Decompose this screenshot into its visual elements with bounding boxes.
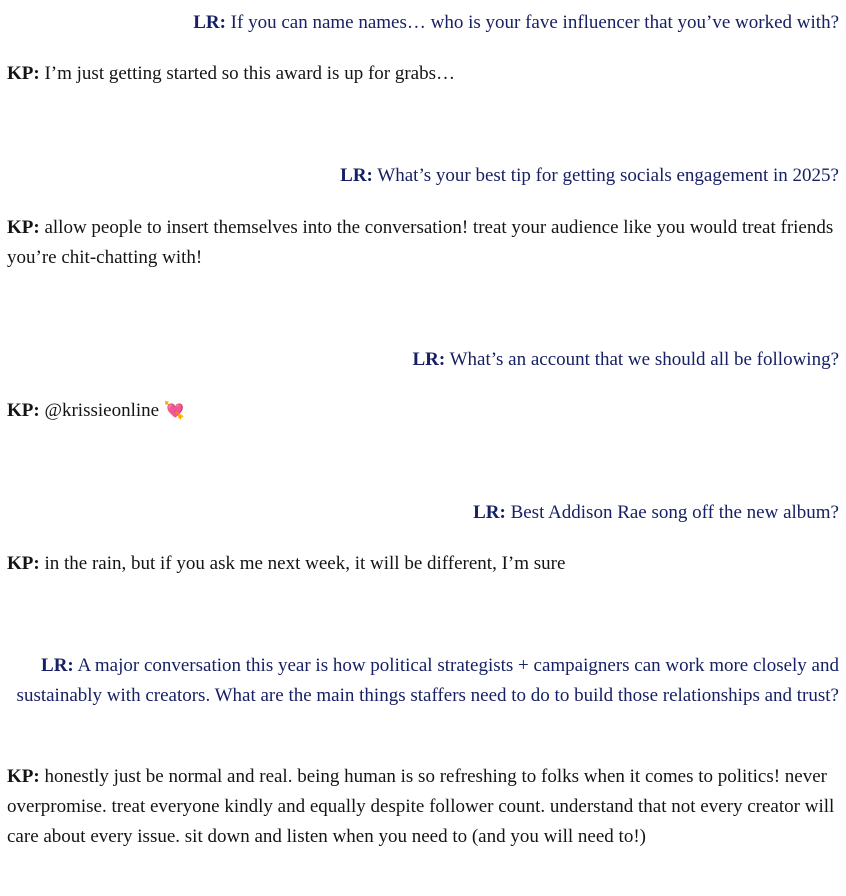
- answer-account-to-follow: [7, 396, 839, 426]
- question-influencer: [7, 8, 839, 38]
- answer-text: honestly just be normal and real. being human is so refreshing to folks when it comes to politics! never overpromise. treat everyone kindly and equally despite follower count. understand that not every creator will care about every issue. sit down and listen when you need to (and you will need to!): [7, 766, 835, 847]
- answer-influencer: [7, 59, 839, 89]
- speaker-label-lr: LR:: [41, 655, 74, 676]
- answer-text: @krissieonline: [39, 400, 164, 421]
- answer-addison-rae-song: [7, 549, 839, 579]
- speaker-label-lr: LR:: [412, 349, 446, 370]
- question-text: What’s an account that we should all be following?: [445, 349, 839, 370]
- question-text: If you can name names… who is your fave influencer that you’ve worked with?: [225, 12, 839, 33]
- question-text: Best Addison Rae song off the new album?: [505, 502, 839, 523]
- question-addison-rae-song: [7, 498, 839, 528]
- answer-political-creators: [7, 762, 839, 852]
- question-engagement-tip: [7, 161, 839, 191]
- question-text: What’s your best tip for getting socials engagement in 2025?: [372, 165, 839, 186]
- answer-text: in the rain, but if you ask me next week, it will be different, I’m sure: [39, 553, 566, 574]
- question-text: A major conversation this year is how political strategists + campaigners can work more closely and sustainably with creators. What are the main things staffers need to do to build those relationships and trust?: [16, 655, 839, 706]
- heart-with-arrow-icon: 💘: [163, 401, 185, 421]
- speaker-label-lr: LR:: [193, 12, 226, 33]
- answer-engagement-tip: [7, 213, 839, 273]
- answer-text: allow people to insert themselves into the conversation! treat your audience like you would treat friends you’re chit-chatting with!: [7, 217, 834, 268]
- question-account-to-follow: [7, 345, 839, 375]
- speaker-label-kp: KP:: [7, 400, 40, 421]
- speaker-label-kp: KP:: [7, 217, 40, 238]
- speaker-label-lr: LR:: [340, 165, 373, 186]
- speaker-label-kp: KP:: [7, 63, 40, 84]
- question-political-creators: [7, 651, 839, 711]
- speaker-label-kp: KP:: [7, 553, 40, 574]
- speaker-label-kp: KP:: [7, 766, 40, 787]
- speaker-label-lr: LR:: [473, 502, 506, 523]
- answer-text: I’m just getting started so this award is up for grabs…: [39, 63, 456, 84]
